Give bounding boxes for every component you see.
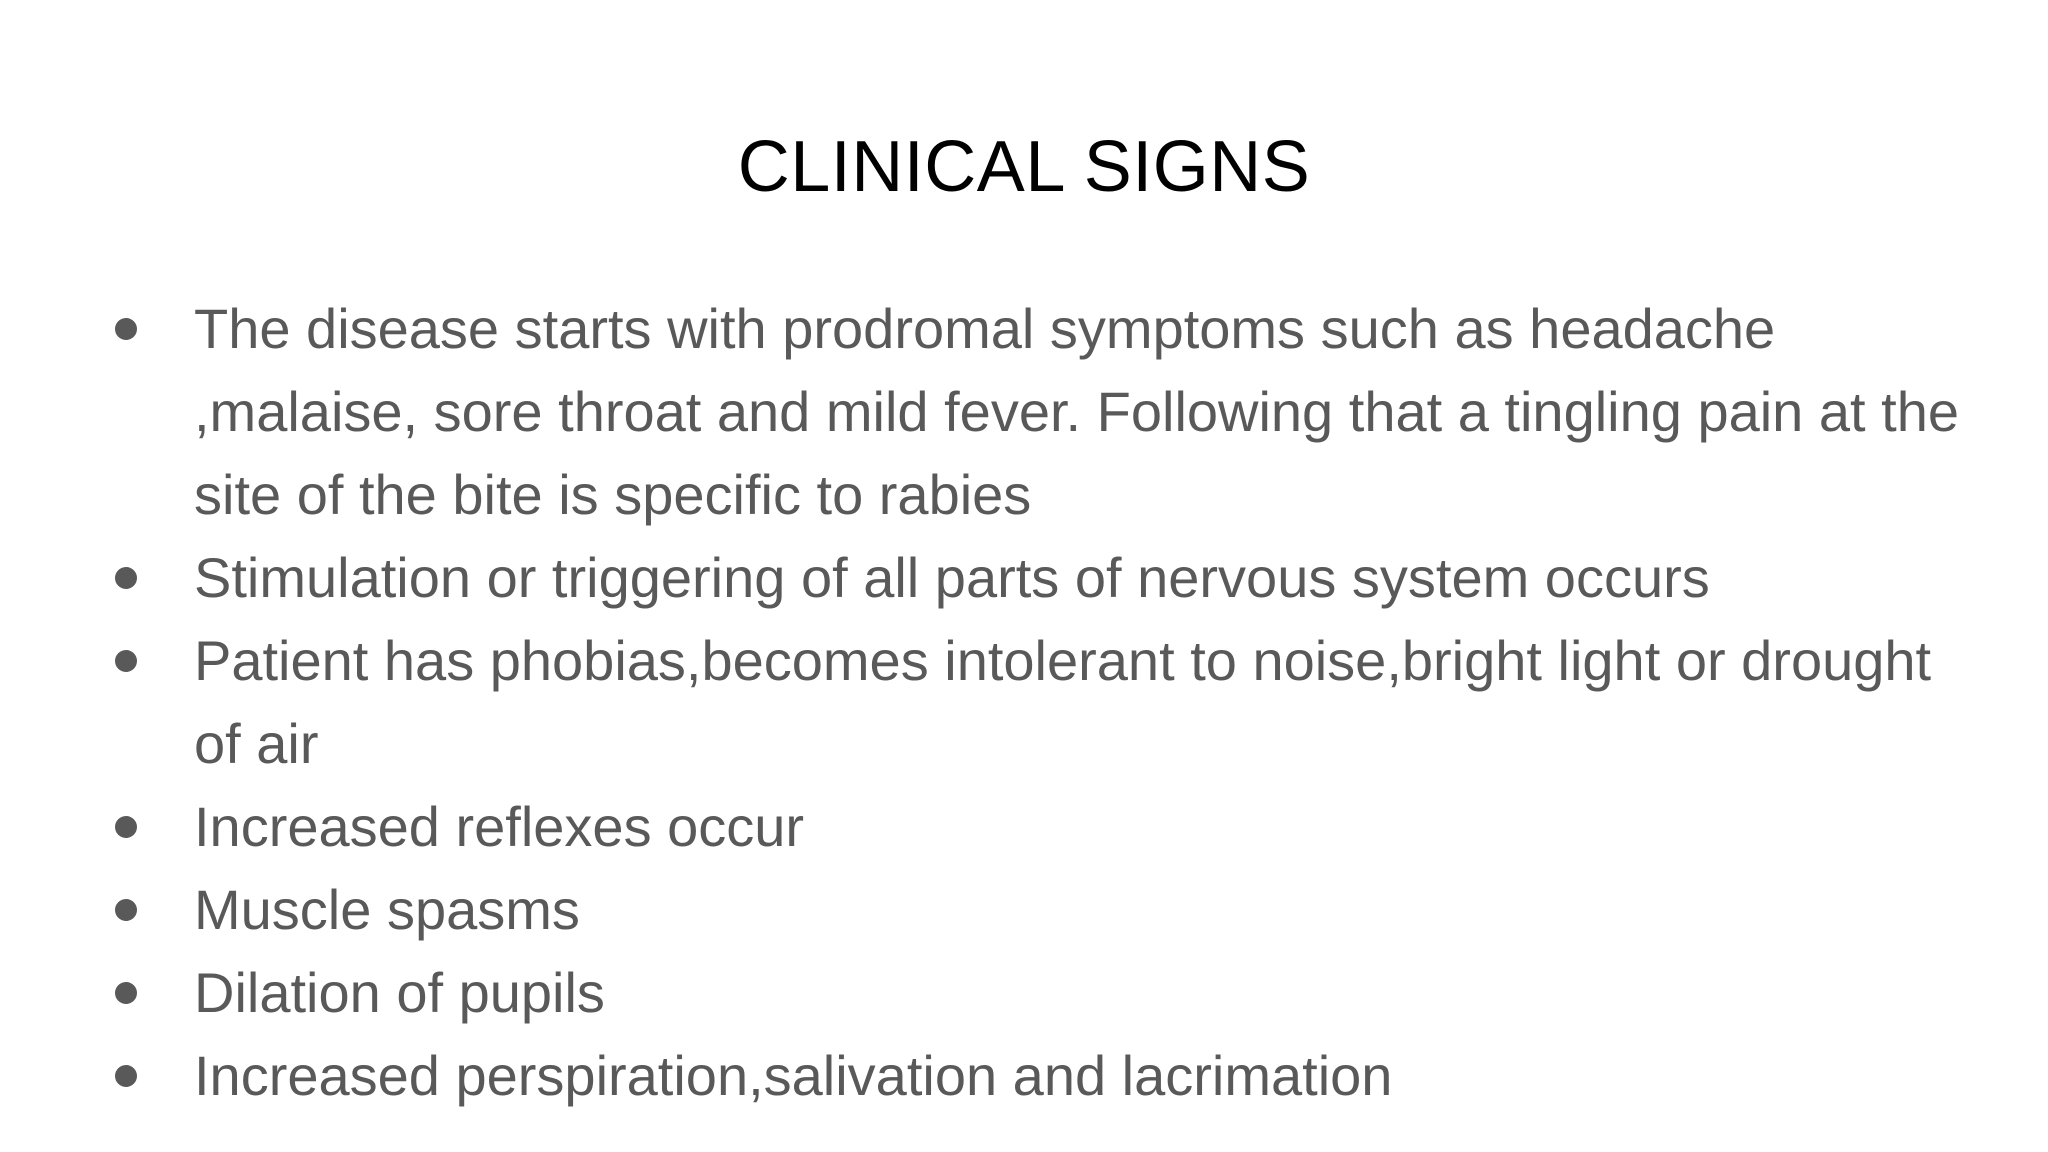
bullet-dot-icon bbox=[115, 816, 137, 838]
bullet-dot-icon bbox=[115, 899, 137, 921]
list-item bbox=[110, 536, 1960, 619]
bullet-dot-icon bbox=[115, 650, 137, 672]
list-item bbox=[110, 1034, 1960, 1117]
list-item bbox=[110, 619, 1960, 785]
list-item bbox=[110, 951, 1960, 1034]
bullet-text: Muscle spasms bbox=[194, 878, 580, 941]
bullet-dot-icon bbox=[115, 1065, 137, 1087]
bullet-dot-icon bbox=[115, 567, 137, 589]
slide-title: CLINICAL SIGNS bbox=[737, 127, 1311, 207]
bullet-dot-icon bbox=[115, 318, 137, 340]
bullet-dot-icon bbox=[115, 982, 137, 1004]
bullet-text: Increased perspiration,salivation and lacrimation bbox=[194, 1044, 1393, 1107]
bullet-text: Increased reflexes occur bbox=[194, 795, 805, 858]
list-item bbox=[110, 287, 1960, 536]
bullet-text: Dilation of pupils bbox=[194, 961, 605, 1024]
list-item bbox=[110, 785, 1960, 868]
bullet-list bbox=[110, 287, 1960, 1117]
list-item bbox=[110, 868, 1960, 951]
bullet-text: The disease starts with prodromal symptoms such as headache ,malaise, sore throat and mild fever. Following that a tingling pain at the site of the bite is specific to rabies bbox=[194, 297, 1959, 526]
bullet-text: Patient has phobias,becomes intolerant to noise,bright light or drought of air bbox=[194, 629, 1932, 775]
bullet-text: Stimulation or triggering of all parts of nervous system occurs bbox=[194, 546, 1710, 609]
